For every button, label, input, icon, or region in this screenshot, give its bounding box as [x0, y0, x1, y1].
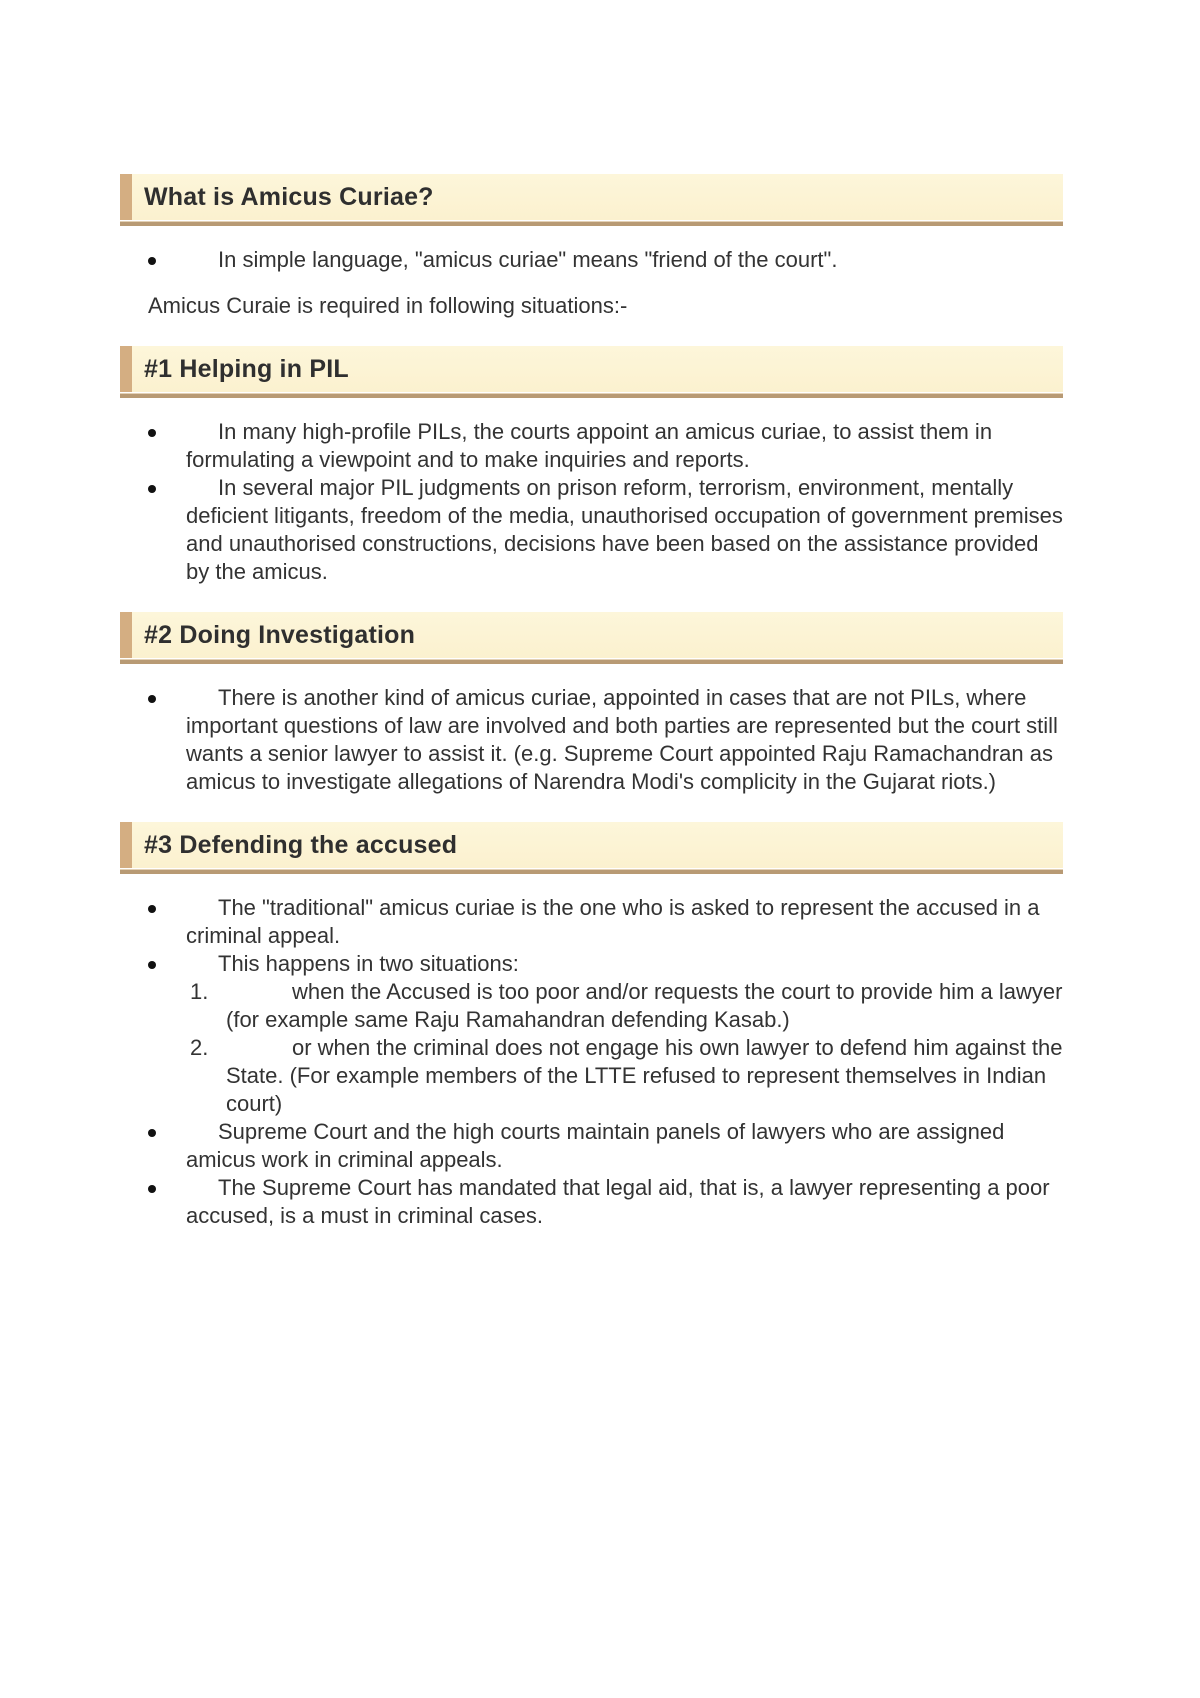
bullet-icon — [148, 961, 156, 969]
bullet-text: The "traditional" amicus curiae is the one who is asked to represent the accused in a criminal appeal. — [186, 895, 1040, 948]
section-heading-text: #3 Defending the accused — [144, 830, 458, 859]
bullet-list — [120, 246, 1063, 274]
bullet-icon — [148, 905, 156, 913]
bullet-list — [120, 894, 1063, 978]
intro-paragraph: Amicus Curaie is required in following situations:- — [148, 293, 628, 318]
numbered-text: or when the criminal does not engage his own lawyer to defend him against the State. (For example members of the LTTE refused to represent themselves in Indian court) — [226, 1035, 1063, 1116]
bullet-list — [120, 1118, 1063, 1230]
bullet-item — [120, 418, 1063, 474]
bullet-icon — [148, 429, 156, 437]
bullet-icon — [148, 257, 156, 265]
section-doing-investigation — [120, 612, 1063, 796]
bullet-item — [120, 1118, 1063, 1174]
section-heading-text: #1 Helping in PIL — [144, 354, 349, 383]
section-what-is-amicus-curiae — [120, 174, 1063, 320]
bullet-item — [120, 950, 1063, 978]
bullet-text: Supreme Court and the high courts maintain panels of lawyers who are assigned amicus work in criminal appeals. — [186, 1119, 1005, 1172]
section-heading — [120, 346, 1063, 392]
bullet-text: In several major PIL judgments on prison reform, terrorism, environment, mentally deficient litigants, freedom of the media, unauthorised occupation of government premises and unauthorised constructions, decisions have been based on the assistance provided by the amicus. — [186, 475, 1063, 584]
bullet-item — [120, 894, 1063, 950]
bullet-text: The Supreme Court has mandated that legal aid, that is, a lawyer representing a poor accused, is a must in criminal cases. — [186, 1175, 1050, 1228]
document-page — [120, 174, 1063, 1256]
bullet-icon — [148, 695, 156, 703]
numbered-item — [120, 1034, 1063, 1118]
bullet-item — [120, 246, 1063, 274]
bullet-icon — [148, 485, 156, 493]
bullet-item — [120, 474, 1063, 586]
section-heading — [120, 612, 1063, 658]
bullet-text: In simple language, "amicus curiae" means "friend of the court". — [218, 247, 838, 272]
item-number: 2. — [190, 1035, 209, 1060]
bullet-list — [120, 418, 1063, 586]
bullet-text: There is another kind of amicus curiae, appointed in cases that are not PILs, where important questions of law are involved and both parties are represented but the court still wants a senior lawyer to assist it. (e.g. Supreme Court appointed Raju Ramachandran as amicus to investigate allegations of Narendra Modi's complicity in the Gujarat riots.) — [186, 685, 1058, 794]
bullet-icon — [148, 1129, 156, 1137]
section-heading-text: #2 Doing Investigation — [144, 620, 416, 649]
numbered-text: when the Accused is too poor and/or requests the court to provide him a lawyer (for example same Raju Ramahandran defending Kasab.) — [226, 979, 1063, 1032]
section-heading — [120, 822, 1063, 868]
bullet-text: In many high-profile PILs, the courts appoint an amicus curiae, to assist them in formulating a viewpoint and to make inquiries and reports. — [186, 419, 993, 472]
numbered-item — [120, 978, 1063, 1034]
bullet-text: This happens in two situations: — [218, 951, 519, 976]
item-number: 1. — [190, 979, 209, 1004]
section-helping-in-pil — [120, 346, 1063, 586]
section-heading — [120, 174, 1063, 220]
bullet-item — [120, 1174, 1063, 1230]
bullet-list — [120, 684, 1063, 796]
bullet-item — [120, 684, 1063, 796]
section-heading-text: What is Amicus Curiae? — [144, 182, 434, 211]
bullet-icon — [148, 1185, 156, 1193]
section-defending-the-accused — [120, 822, 1063, 1230]
numbered-list — [120, 978, 1063, 1118]
